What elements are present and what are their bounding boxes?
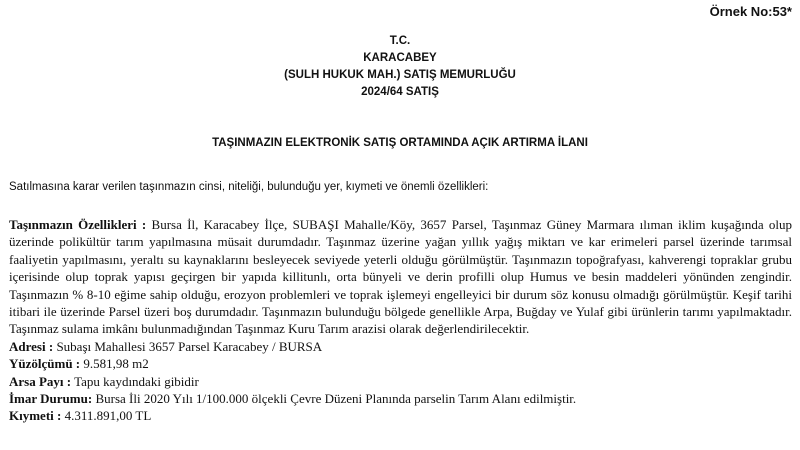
header-case-number: 2024/64 SATIŞ [361,86,439,98]
document-title: TAŞINMAZIN ELEKTRONİK SATIŞ ORTAMINDA AÇIK ARTIRMA İLANI [212,137,588,149]
property-details [9,216,792,425]
zoning-label: İmar Durumu: [9,391,93,407]
share-row [9,373,792,390]
header-office: (SULH HUKUK MAH.) SATIŞ MEMURLUĞU [284,69,516,81]
zoning-row [9,390,792,407]
share-label: Arsa Payı : [9,373,72,389]
header-district: KARACABEY [363,52,437,64]
area-label: Yüzölçümü : [9,356,81,372]
value-amount: 4.311.891,00 TL [64,408,152,424]
property-features-label: Taşınmazın Özellikleri : [9,217,147,232]
zoning-value: Bursa İli 2020 Yılı 1/100.000 ölçekli Çevre Düzeni Planında parselin Tarım Alanı edilmiştir. [95,391,577,407]
example-number: Örnek No:53* [709,4,792,19]
header-republic: T.C. [389,35,411,47]
intro-text: Satılmasına karar verilen taşınmazın cinsi, niteliği, bulunduğu yer, kıymeti ve önemli özellikleri: [9,181,489,193]
address-value: Subaşı Mahallesi 3657 Parsel Karacabey / BURSA [56,338,323,354]
value-row [9,407,792,424]
property-features-text: Bursa İl, Karacabey İlçe, SUBAŞI Mahalle/Köy, 3657 Parsel, Taşınmaz Güney Marmara ılıman iklim kuşağında olup üzerinde polikültür tarım yapılmasına müsait durumdadır. Taşınmaz üzerine yağan yıllık yağış miktarı ve kar erimeleri parsel üzerinde tarımsal faaliyetin yapılmasını, yeraltı su kaynaklarını besleyecek seviyede yeterli olduğu görülmüştür. Taşınmazın topoğrafyası, kahverengi topraklar grubu içerisinde olup toprak yapısı geçirgen bir yapıda killitunlı, orta bünyeli ve derin profilli olup Humus ve besin maddeleri yönünden zengindir. Taşınmazın % 8-10 eğime sahip olduğu, erozyon problemleri ve toprak işlemeyi engelleyici bir durum söz konusu olmadığı görülmüştür. Keşif tarihi itibari ile üzerinde Parsel üzeri boş durumdadır. Taşınmazın bulunduğu bölgede genellikle Arpa, Buğday ve Yulaf gibi ürünlerin tarımı yapılmaktadır. Taşınmaz sulama imkânı bulunmadığından Taşınmaz Kuru Tarım arazisi olarak değerlendirilecektir. [9,217,793,337]
address-label: Adresi : [9,338,54,354]
share-value: Tapu kaydındaki gibidir [74,373,199,389]
document-header [0,33,800,101]
area-value: 9.581,98 m2 [83,356,149,372]
property-features [9,216,792,338]
value-label: Kıymeti : [9,408,62,424]
address-row [9,338,792,355]
area-row [9,355,792,372]
